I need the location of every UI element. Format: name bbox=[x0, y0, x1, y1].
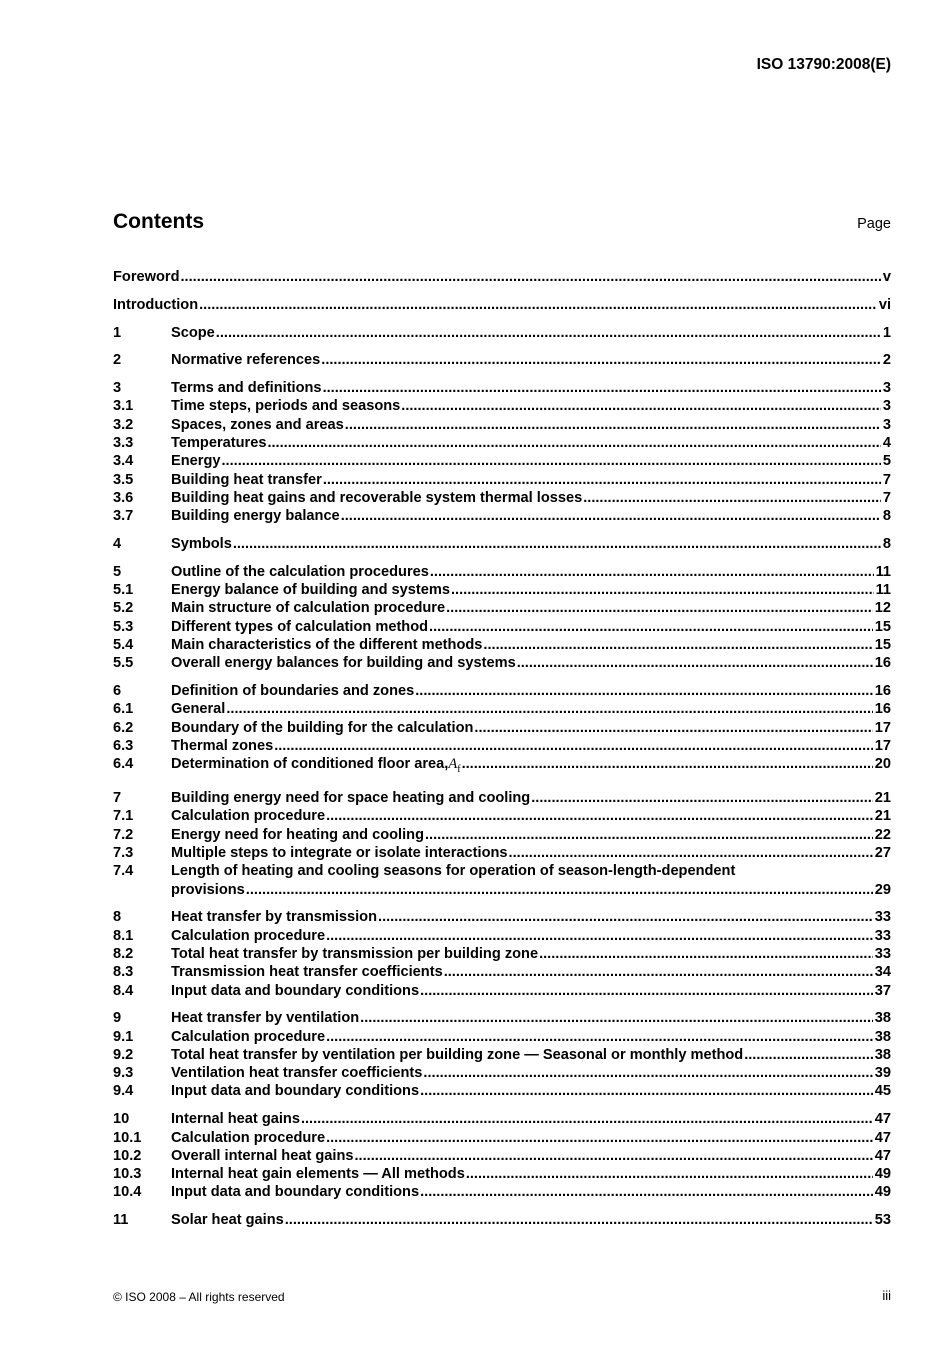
toc-entry[interactable] bbox=[113, 618, 891, 636]
toc-entry-number: 9.1 bbox=[113, 1028, 134, 1045]
toc-entry-title: Spaces, zones and areas bbox=[171, 416, 344, 433]
toc-entry-title: Thermal zones bbox=[171, 738, 274, 755]
toc-entry[interactable] bbox=[113, 379, 891, 397]
dot-leader bbox=[420, 982, 873, 1000]
toc-entry-page: 33 bbox=[874, 909, 891, 926]
dot-leader bbox=[326, 807, 873, 825]
toc-entry-page: vi bbox=[878, 296, 891, 313]
toc-entry-page: 16 bbox=[874, 701, 891, 718]
toc-entry-page: 33 bbox=[874, 945, 891, 962]
toc-entry[interactable] bbox=[113, 963, 891, 981]
toc-entry-number: 10.3 bbox=[113, 1166, 142, 1183]
dot-leader bbox=[326, 927, 873, 945]
dot-leader bbox=[345, 416, 881, 434]
toc-entry[interactable] bbox=[113, 268, 891, 286]
dot-leader bbox=[355, 1147, 873, 1165]
dot-leader bbox=[323, 379, 881, 397]
toc-entry[interactable] bbox=[113, 1064, 891, 1082]
dot-leader bbox=[326, 1129, 873, 1147]
dot-leader bbox=[267, 434, 880, 452]
toc-entry-title: Building heat gains and recoverable system thermal losses bbox=[171, 489, 583, 506]
toc-entry[interactable] bbox=[113, 737, 891, 755]
toc-entry-number: 3.2 bbox=[113, 416, 134, 433]
dot-leader bbox=[539, 945, 873, 963]
toc-entry-number: 9.4 bbox=[113, 1083, 134, 1100]
toc-entry-title: Determination of conditioned floor area, bbox=[171, 756, 449, 773]
toc-entry[interactable] bbox=[113, 1110, 891, 1128]
toc-entry-number: 3.6 bbox=[113, 489, 134, 506]
toc-entry[interactable] bbox=[113, 1129, 891, 1147]
toc-entry-number: 9.3 bbox=[113, 1065, 134, 1082]
toc-entry-number: 6.2 bbox=[113, 719, 134, 736]
toc-entry-title: Outline of the calculation procedures bbox=[171, 563, 429, 580]
toc-entry-number: 10.1 bbox=[113, 1129, 142, 1146]
toc-entry-page: 7 bbox=[882, 489, 891, 506]
dot-leader bbox=[341, 507, 881, 525]
toc-entry-title: Energy balance of building and systems bbox=[171, 582, 450, 599]
toc-entry-page: 47 bbox=[874, 1129, 891, 1146]
toc-entry[interactable] bbox=[113, 397, 891, 415]
toc-entry-number: 5.4 bbox=[113, 637, 134, 654]
toc-entry-title: Temperatures bbox=[171, 435, 267, 452]
toc-entry-number: 7.3 bbox=[113, 844, 134, 861]
toc-entry-page: 29 bbox=[874, 881, 891, 898]
dot-leader bbox=[401, 397, 881, 415]
dot-leader bbox=[446, 599, 873, 617]
toc-entry-number: 3 bbox=[113, 380, 122, 397]
toc-entry-title: Terms and definitions bbox=[171, 380, 322, 397]
toc-entry[interactable] bbox=[113, 682, 891, 700]
toc-entry-title: Energy bbox=[171, 453, 221, 470]
toc-entry-number: 3.4 bbox=[113, 453, 134, 470]
toc-entry-title: Internal heat gain elements — All methods bbox=[171, 1166, 465, 1183]
toc-entry-page: 22 bbox=[874, 826, 891, 843]
toc-entry-page: 3 bbox=[882, 398, 891, 415]
toc-entry[interactable] bbox=[113, 908, 891, 926]
dot-leader bbox=[474, 719, 872, 737]
toc-entry-page: 37 bbox=[874, 982, 891, 999]
toc-entry-title: Different types of calculation method bbox=[171, 618, 429, 635]
toc-entry[interactable] bbox=[113, 1183, 891, 1201]
toc-entry-number: 4 bbox=[113, 536, 122, 553]
toc-entry-title: Ventilation heat transfer coefficients bbox=[171, 1065, 423, 1082]
toc-entry-number: 5.1 bbox=[113, 582, 134, 599]
toc-entry[interactable] bbox=[113, 599, 891, 617]
toc-entry-page: 16 bbox=[874, 655, 891, 672]
toc-entry-page: 8 bbox=[882, 536, 891, 553]
dot-leader bbox=[301, 1110, 873, 1128]
toc-entry-page: 21 bbox=[874, 808, 891, 825]
dot-leader bbox=[321, 351, 881, 369]
toc-entry-title: General bbox=[171, 701, 226, 718]
toc-entry-number: 9.2 bbox=[113, 1046, 134, 1063]
toc-entry-number: 8.3 bbox=[113, 964, 134, 981]
toc-entry-page: 3 bbox=[882, 416, 891, 433]
dot-leader bbox=[420, 1183, 873, 1201]
toc-entry-page: 16 bbox=[874, 683, 891, 700]
toc-entry[interactable] bbox=[113, 826, 891, 844]
toc-entry[interactable] bbox=[113, 1046, 891, 1064]
toc-entry-number: 8.1 bbox=[113, 927, 134, 944]
toc-entry[interactable] bbox=[113, 927, 891, 945]
dot-leader bbox=[531, 789, 873, 807]
toc-entry-number: 3.7 bbox=[113, 508, 134, 525]
toc-entry-page: 7 bbox=[882, 471, 891, 488]
toc-entry-title: Input data and boundary conditions bbox=[171, 982, 420, 999]
dot-leader bbox=[583, 489, 881, 507]
toc-entry-number: 7.1 bbox=[113, 808, 134, 825]
toc-entry-title: Length of heating and cooling seasons for operation of season-length-dependent bbox=[171, 863, 736, 880]
toc-entry-page: 20 bbox=[874, 756, 891, 773]
toc-entry-title: Calculation procedure bbox=[171, 927, 326, 944]
toc-entry[interactable] bbox=[113, 807, 891, 825]
dot-leader bbox=[451, 581, 874, 599]
toc-entry-number: 3.5 bbox=[113, 471, 134, 488]
toc-entry-title: Heat transfer by ventilation bbox=[171, 1010, 360, 1027]
toc-entry[interactable] bbox=[113, 507, 891, 525]
toc-entry-title: Input data and boundary conditions bbox=[171, 1083, 420, 1100]
toc-entry-number: 11 bbox=[113, 1212, 129, 1229]
dot-leader bbox=[233, 535, 881, 553]
toc-entry-number: 5.2 bbox=[113, 600, 134, 617]
toc-entry-title: Time steps, periods and seasons bbox=[171, 398, 401, 415]
dot-leader bbox=[274, 737, 873, 755]
toc-entry-title: Calculation procedure bbox=[171, 1129, 326, 1146]
footer-copyright: © ISO 2008 – All rights reserved bbox=[113, 1290, 285, 1304]
toc-entry-number: 7.2 bbox=[113, 826, 134, 843]
toc-entry-page: 21 bbox=[874, 790, 891, 807]
dot-leader bbox=[221, 452, 880, 470]
toc-entry-title: Building energy balance bbox=[171, 508, 340, 525]
toc-entry-page: v bbox=[882, 269, 891, 285]
toc-entry-number: 3.3 bbox=[113, 435, 134, 452]
toc-entry[interactable] bbox=[113, 563, 891, 581]
toc-entry[interactable] bbox=[113, 434, 891, 452]
dot-leader bbox=[216, 324, 881, 342]
toc-entry-page: 1 bbox=[882, 324, 891, 341]
toc-entry-number: 10.4 bbox=[113, 1184, 142, 1201]
toc-entry[interactable] bbox=[113, 489, 891, 507]
dot-leader bbox=[444, 963, 873, 981]
toc-entry-title: Internal heat gains bbox=[171, 1111, 300, 1128]
dot-leader bbox=[425, 826, 873, 844]
dot-leader bbox=[429, 618, 873, 636]
dot-leader bbox=[199, 296, 877, 314]
toc-entry[interactable] bbox=[113, 296, 891, 314]
toc-entry-title: Solar heat gains bbox=[171, 1212, 284, 1229]
document-header: ISO 13790:2008(E) bbox=[756, 56, 891, 73]
toc-entry-page: 15 bbox=[874, 637, 891, 654]
toc-entry[interactable] bbox=[113, 416, 891, 434]
toc-entry[interactable] bbox=[113, 862, 891, 899]
toc-entry-title: Building heat transfer bbox=[171, 471, 322, 488]
toc-entry-title: Total heat transfer by transmission per building zone bbox=[171, 945, 539, 962]
toc-entry-page: 49 bbox=[874, 1184, 891, 1201]
toc-entry[interactable] bbox=[113, 719, 891, 737]
toc-entry-number: 5.5 bbox=[113, 655, 134, 672]
toc-entry-page: 38 bbox=[874, 1046, 891, 1063]
toc-entry-title: Main characteristics of the different methods bbox=[171, 637, 483, 654]
toc-entry-page: 4 bbox=[882, 435, 891, 452]
toc-entry-number: 6.4 bbox=[113, 756, 134, 773]
toc-entry-number: 6 bbox=[113, 683, 122, 700]
toc-entry[interactable] bbox=[113, 581, 891, 599]
dot-leader bbox=[517, 654, 873, 672]
toc-entry-number: 8.2 bbox=[113, 945, 134, 962]
toc-entry-title: Transmission heat transfer coefficients bbox=[171, 964, 443, 981]
toc-entry-page: 47 bbox=[874, 1111, 891, 1128]
toc-entry-page: 2 bbox=[882, 352, 891, 369]
toc-entry[interactable] bbox=[113, 755, 891, 779]
toc-entry-title: Main structure of calculation procedure bbox=[171, 600, 446, 617]
toc-entry-page: 11 bbox=[875, 563, 891, 580]
toc-entry-page: 53 bbox=[874, 1212, 891, 1229]
toc-entry-page: 34 bbox=[874, 964, 891, 981]
toc-entry-page: 12 bbox=[874, 600, 891, 617]
toc-entry-page: 49 bbox=[874, 1166, 891, 1183]
toc-entry[interactable] bbox=[113, 1147, 891, 1165]
toc-entry-number: 7.4 bbox=[113, 863, 134, 880]
toc-entry-title: Introduction bbox=[113, 296, 199, 313]
toc-entry-title: Building energy need for space heating and cooling bbox=[171, 790, 531, 807]
toc-entry-title: Definition of boundaries and zones bbox=[171, 683, 415, 700]
toc-entry-number: 8.4 bbox=[113, 982, 134, 999]
toc-entry-title: Symbols bbox=[171, 536, 232, 553]
toc-entry[interactable] bbox=[113, 1211, 891, 1229]
dot-leader bbox=[509, 844, 873, 862]
dot-leader bbox=[285, 1211, 873, 1229]
dot-leader bbox=[430, 563, 874, 581]
toc-entry-number: 2 bbox=[113, 352, 122, 369]
toc-entry-title: Scope bbox=[171, 324, 215, 341]
toc-entry-page: 8 bbox=[882, 508, 891, 525]
toc-entry-title: Normative references bbox=[171, 352, 321, 369]
dot-leader bbox=[420, 1082, 873, 1100]
toc-entry[interactable] bbox=[113, 654, 891, 672]
toc-entry-title: Total heat transfer by ventilation per building zone — Seasonal or monthly method bbox=[171, 1046, 744, 1063]
toc-entry-title: Multiple steps to integrate or isolate interactions bbox=[171, 844, 508, 861]
toc-entry-page: 17 bbox=[874, 738, 891, 755]
toc-entry[interactable] bbox=[113, 636, 891, 654]
toc-entry[interactable] bbox=[113, 1028, 891, 1046]
toc-entry-number: 10.2 bbox=[113, 1147, 142, 1164]
toc-entry-page: 11 bbox=[875, 582, 891, 599]
toc-entry[interactable] bbox=[113, 844, 891, 862]
toc-entry-page: 45 bbox=[874, 1083, 891, 1100]
toc-entry-title: Energy need for heating and cooling bbox=[171, 826, 424, 843]
toc-entry-page: 39 bbox=[874, 1065, 891, 1082]
toc-entry-page: 27 bbox=[874, 844, 891, 861]
toc-entry[interactable] bbox=[113, 351, 891, 369]
toc-entry-page: 38 bbox=[874, 1010, 891, 1027]
toc-entry-page: 38 bbox=[874, 1028, 891, 1045]
toc-entry-number: 3.1 bbox=[113, 398, 134, 415]
dot-leader bbox=[326, 1028, 873, 1046]
toc-entry-title: Calculation procedure bbox=[171, 1028, 326, 1045]
toc-entry[interactable] bbox=[113, 789, 891, 807]
toc-entry-number: 10 bbox=[113, 1111, 130, 1128]
dot-leader bbox=[744, 1046, 873, 1064]
toc-entry-title: Heat transfer by transmission bbox=[171, 909, 378, 926]
toc-entry-page: 47 bbox=[874, 1147, 891, 1164]
footer-page-number: iii bbox=[882, 1288, 891, 1303]
toc-entry-page: 17 bbox=[874, 719, 891, 736]
toc-entry-number: 7 bbox=[113, 790, 122, 807]
math-symbol: $A_f$ bbox=[448, 756, 461, 776]
toc-entry-title: Overall energy balances for building and systems bbox=[171, 655, 516, 672]
toc-entry-title: Calculation procedure bbox=[171, 808, 326, 825]
toc-entry-page: 5 bbox=[882, 453, 891, 470]
dot-leader bbox=[466, 1165, 873, 1183]
toc-entry[interactable] bbox=[113, 452, 891, 470]
page-column-label: Page bbox=[857, 216, 891, 232]
toc-entry[interactable] bbox=[113, 471, 891, 489]
toc-entry[interactable] bbox=[113, 1082, 891, 1100]
toc-entry[interactable] bbox=[113, 982, 891, 1000]
toc-entry-number: 8 bbox=[113, 909, 122, 926]
dot-leader bbox=[415, 682, 873, 700]
dot-leader bbox=[483, 636, 872, 654]
toc-entry-page: 33 bbox=[874, 927, 891, 944]
dot-leader bbox=[462, 755, 873, 773]
dot-leader bbox=[246, 881, 873, 899]
toc-entry-title: Boundary of the building for the calculation bbox=[171, 719, 474, 736]
toc-entry[interactable] bbox=[113, 1009, 891, 1027]
toc-entry-number: 5 bbox=[113, 563, 122, 580]
toc-entry-title: Input data and boundary conditions bbox=[171, 1184, 420, 1201]
toc-entry-number: 6.1 bbox=[113, 701, 134, 718]
dot-leader bbox=[378, 908, 873, 926]
toc-entry[interactable] bbox=[113, 945, 891, 963]
toc-entry-number: 1 bbox=[113, 324, 122, 341]
toc-entry-title: Foreword bbox=[113, 269, 180, 285]
table-of-contents bbox=[113, 268, 891, 1230]
dot-leader bbox=[360, 1009, 873, 1027]
dot-leader bbox=[226, 700, 872, 718]
toc-entry[interactable] bbox=[113, 324, 891, 342]
toc-entry-title: provisions bbox=[171, 881, 245, 898]
dot-leader bbox=[323, 471, 881, 489]
toc-entry-number: 6.3 bbox=[113, 738, 134, 755]
dot-leader bbox=[423, 1064, 872, 1082]
toc-entry-number: 5.3 bbox=[113, 618, 134, 635]
dot-leader bbox=[180, 268, 880, 286]
toc-entry[interactable] bbox=[113, 1165, 891, 1183]
toc-entry-page: 3 bbox=[882, 380, 891, 397]
toc-entry-title: Overall internal heat gains bbox=[171, 1147, 354, 1164]
toc-entry[interactable] bbox=[113, 535, 891, 553]
toc-entry-page: 15 bbox=[874, 618, 891, 635]
page-title: Contents bbox=[113, 210, 204, 233]
toc-entry-number: 9 bbox=[113, 1010, 122, 1027]
toc-entry[interactable] bbox=[113, 700, 891, 718]
